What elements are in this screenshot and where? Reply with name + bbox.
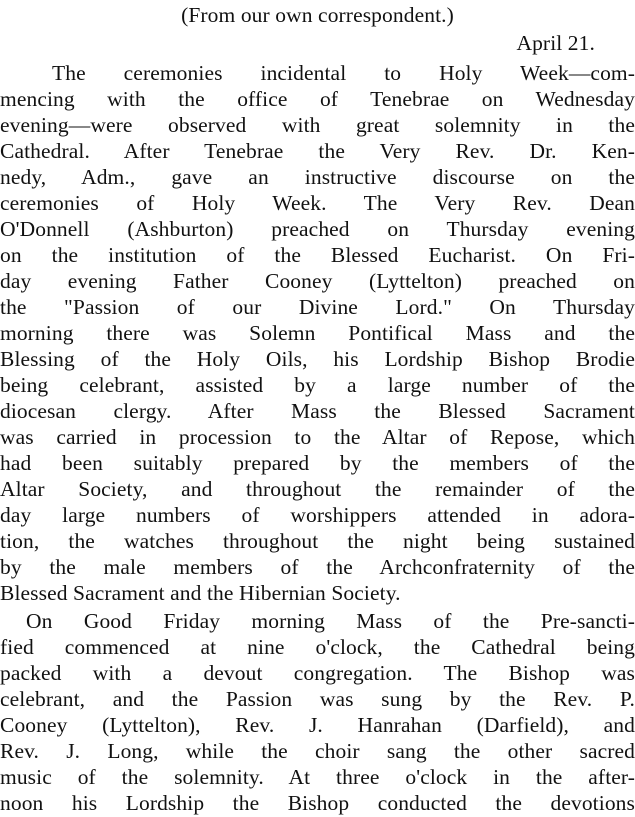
paragraph-line: had been suitably prepared by the members of the	[0, 451, 635, 475]
paragraph-line: packed with a devout congregation. The Bishop was	[0, 661, 635, 685]
paragraph-line: evening—were observed with great solemnity in the	[0, 113, 635, 137]
paragraph-line: diocesan clergy. After Mass the Blessed Sacrament	[0, 399, 635, 423]
paragraph-line: On Good Friday morning Mass of the Pre-sancti-	[26, 609, 635, 633]
paragraph-line: was carried in procession to the Altar of Repose, which	[0, 425, 635, 449]
paragraph-line: Rev. J. Long, while the choir sang the other sacred	[0, 739, 635, 763]
dateline: April 21.	[516, 31, 595, 55]
paragraph-line: day large numbers of worshippers attended in adora-	[0, 503, 635, 527]
paragraph-line: O'Donnell (Ashburton) preached on Thursday evening	[0, 217, 635, 241]
paragraph-line: tion, the watches throughout the night being sustained	[0, 529, 635, 553]
paragraph-line: the "Passion of our Divine Lord." On Thursday	[0, 295, 635, 319]
paragraph-line: on the institution of the Blessed Eucharist. On Fri-	[0, 243, 635, 267]
paragraph-line: fied commenced at nine o'clock, the Cathedral being	[0, 635, 635, 659]
paragraph-line: Blessing of the Holy Oils, his Lordship Bishop Brodie	[0, 347, 635, 371]
paragraph-line: mencing with the office of Tenebrae on Wednesday	[0, 87, 635, 111]
paragraph-line: Blessed Sacrament and the Hibernian Society.	[0, 581, 401, 605]
paragraph-line: morning there was Solemn Pontifical Mass and the	[0, 321, 635, 345]
paragraph-line: Cathedral. After Tenebrae the Very Rev. Dr. Ken-	[0, 139, 635, 163]
paragraph-line: being celebrant, assisted by a large number of the	[0, 373, 635, 397]
paragraph-line: The ceremonies incidental to Holy Week—com-	[52, 61, 635, 85]
paragraph-line: Altar Society, and throughout the remainder of the	[0, 477, 635, 501]
paragraph-line: Cooney (Lyttelton), Rev. J. Hanrahan (Darfield), and	[0, 713, 635, 737]
paragraph-line: by the male members of the Archconfraternity of the	[0, 555, 635, 579]
paragraph-line: noon his Lordship the Bishop conducted the devotions	[0, 791, 635, 815]
byline: (From our own correspondent.)	[181, 3, 454, 27]
paragraph-line: celebrant, and the Passion was sung by the Rev. P.	[0, 687, 635, 711]
paragraph-line: day evening Father Cooney (Lyttelton) preached on	[0, 269, 635, 293]
paragraph-line: nedy, Adm., gave an instructive discourse on the	[0, 165, 635, 189]
paragraph-line: music of the solemnity. At three o'clock in the after-	[0, 765, 635, 789]
paragraph-line: ceremonies of Holy Week. The Very Rev. Dean	[0, 191, 635, 215]
